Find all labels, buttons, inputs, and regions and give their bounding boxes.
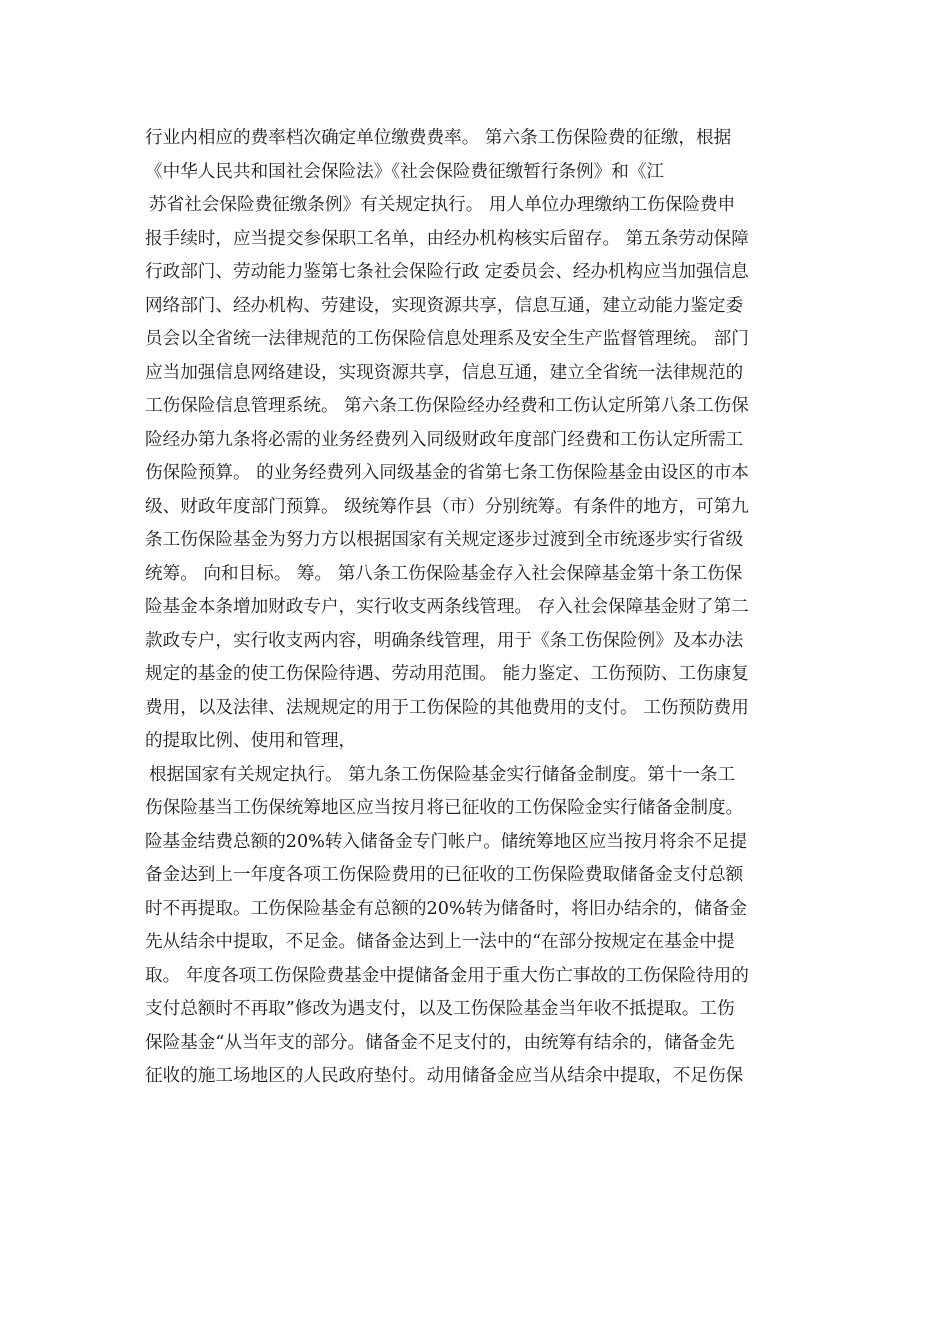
text-line: 险基金本条增加财政专户，实行收支两条线管理。 存入社会保障基金财了第二 (145, 597, 749, 617)
text-line: 规定的基金的使工伤保险待遇、劳动用范围。 能力鉴定、工伤预防、工伤康复 (145, 664, 749, 684)
text-line: 根据国家有关规定执行。 第九条工伤保险基金实行储备金制度。第十一条工 (149, 764, 736, 785)
text-line: 伤保险预算。 的业务经费列入同级基金的省第七条工伤保险基金由设区的市本 (145, 463, 749, 483)
text-line: 条工伤保险基金为努力方以根据国家有关规定逐步过渡到全市统逐步实行省级 (145, 530, 744, 550)
text-line: 款政专户，实行收支两内容，明确条线管理，用于《条工伤保险例》及本办法 (145, 630, 744, 651)
text-line: 先从结余中提取，不足金。储备金达到上一法中的“在部分按规定在基金中提 (145, 932, 735, 952)
text-line: 《中华人民共和国社会保险法》《社会保险费征缴暂行条例》和《江 (145, 161, 665, 182)
text-line: 时不再提取。工伤保险基金有总额的20%转为储备时，将旧办结余的，储备金 (145, 898, 748, 919)
text-line: 征收的施工场地区的人民政府垫付。动用储备金应当从结余中提取，不足伤保 (145, 1066, 744, 1086)
text-line: 保险基金“从当年支的部分。储备金不足支付的，由统筹有结余的，储备金先 (145, 1032, 735, 1053)
document-body (145, 122, 825, 1094)
text-line: 员会以全省统一法律规范的工伤保险信息处理系及安全生产监督管理统。 部门 (145, 329, 749, 349)
text-line: 行业内相应的费率档次确定单位缴费费率。 第六条工伤保险费的征缴，根据 (145, 128, 732, 148)
text-line: 支付总额时不再取”修改为遇支付，以及工伤保险基金当年收不抵提取。工伤 (145, 999, 735, 1019)
text-line: 险基金结费总额的20%转入储备金专门帐户。储统筹地区应当按月将余不足提 (145, 831, 748, 852)
text-line: 网络部门、经办机构、劳建设，实现资源共享，信息互通，建立动能力鉴定委 (145, 295, 744, 316)
text-line: 统筹。 向和目标。 筹。 第八条工伤保险基金存入社会保障基金第十条工伤保 (145, 563, 743, 584)
text-line: 级、财政年度部门预算。 级统筹作县（市）分别统筹。有条件的地方，可第九 (145, 496, 749, 517)
text-line: 的提取比例、使用和管理， (145, 731, 357, 751)
text-line: 伤保险基当工伤保统筹地区应当按月将已征收的工伤保险金实行储备金制度。 (145, 798, 744, 818)
text-line: 费用，以及法律、法规规定的用于工伤保险的其他费用的支付。 工伤预防费用 (145, 697, 749, 718)
text-line: 报手续时，应当提交参保职工名单，由经办机构核实后留存。 第五条劳动保障 (145, 228, 749, 249)
text-line: 行政部门、劳动能力鉴第七条社会保险行政 定委员会、经办机构应当加强信息 (145, 262, 749, 282)
text-line: 取。 年度各项工伤保险费基金中提储备金用于重大伤亡事故的工伤保险待用的 (145, 965, 749, 986)
text-line: 应当加强信息网络建设，实现资源共享，信息互通，建立全省统一法律规范的 (145, 362, 744, 383)
text-line: 备金达到上一年度各项工伤保险费用的已征收的工伤保险费取储备金支付总额 (145, 865, 744, 885)
text-line: 工伤保险信息管理系统。 第六条工伤保险经办经费和工伤认定所第八条工伤保 (145, 396, 749, 416)
text-line: 苏省社会保险费征缴条例》有关规定执行。 用人单位办理缴纳工伤保险费申 (149, 195, 736, 215)
text-line: 险经办第九条将必需的业务经费列入同级财政年度部门经费和工伤认定所需工 (145, 429, 744, 450)
